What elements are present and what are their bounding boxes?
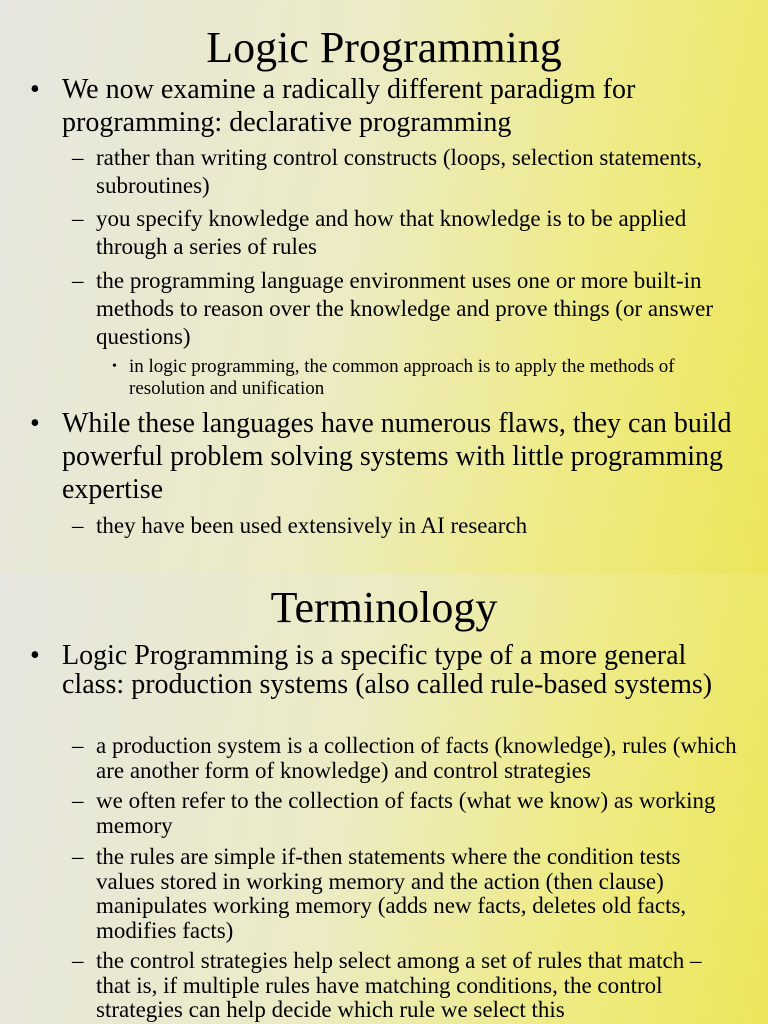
subbullet-production-system-definition: – a production system is a collection of facts (knowledge), rules (which are another form of knowledge) and control strategies bbox=[96, 734, 740, 783]
bullet-numerous-flaws: • While these languages have numerous flaws, they can build powerful problem solving systems with little programming expertise bbox=[62, 407, 736, 506]
subbullet-ai-research: – they have been used extensively in AI research bbox=[96, 512, 740, 540]
subbullet-control-strategies: – the control strategies help select among a set of rules that match – that is, if multiple rules have matching conditions, the control strategies can help decide which rule we select this bbox=[96, 949, 740, 1023]
subbullet-control-constructs: – rather than writing control constructs (loops, selection statements, subroutines) bbox=[96, 144, 740, 200]
subbullet-builtin-methods: – the programming language environment uses one or more built-in methods to reason over the knowledge and prove things (or answer questions) bbox=[96, 267, 740, 351]
bullet-declarative-paradigm: • We now examine a radically different paradigm for programming: declarative programming bbox=[62, 73, 736, 139]
subbullet-specify-knowledge: – you specify knowledge and how that knowledge is to be applied through a series of rules bbox=[96, 205, 740, 261]
subsubbullet-resolution-unification: • in logic programming, the common approach is to apply the methods of resolution and unification bbox=[129, 356, 728, 400]
slide-title: Terminology bbox=[270, 583, 498, 632]
slide-terminology bbox=[0, 574, 768, 1024]
bullet-production-systems: • Logic Programming is a specific type of a more general class: production systems (also called rule-based systems) bbox=[62, 641, 736, 699]
subbullet-if-then-rules: – the rules are simple if-then statements where the condition tests values stored in working memory and the action (then clause) manipulates working memory (adds new facts, deletes old facts, modifies facts) bbox=[96, 845, 740, 943]
subbullet-working-memory: – we often refer to the collection of facts (what we know) as working memory bbox=[96, 789, 740, 838]
slide-title: Logic Programming bbox=[206, 23, 562, 72]
